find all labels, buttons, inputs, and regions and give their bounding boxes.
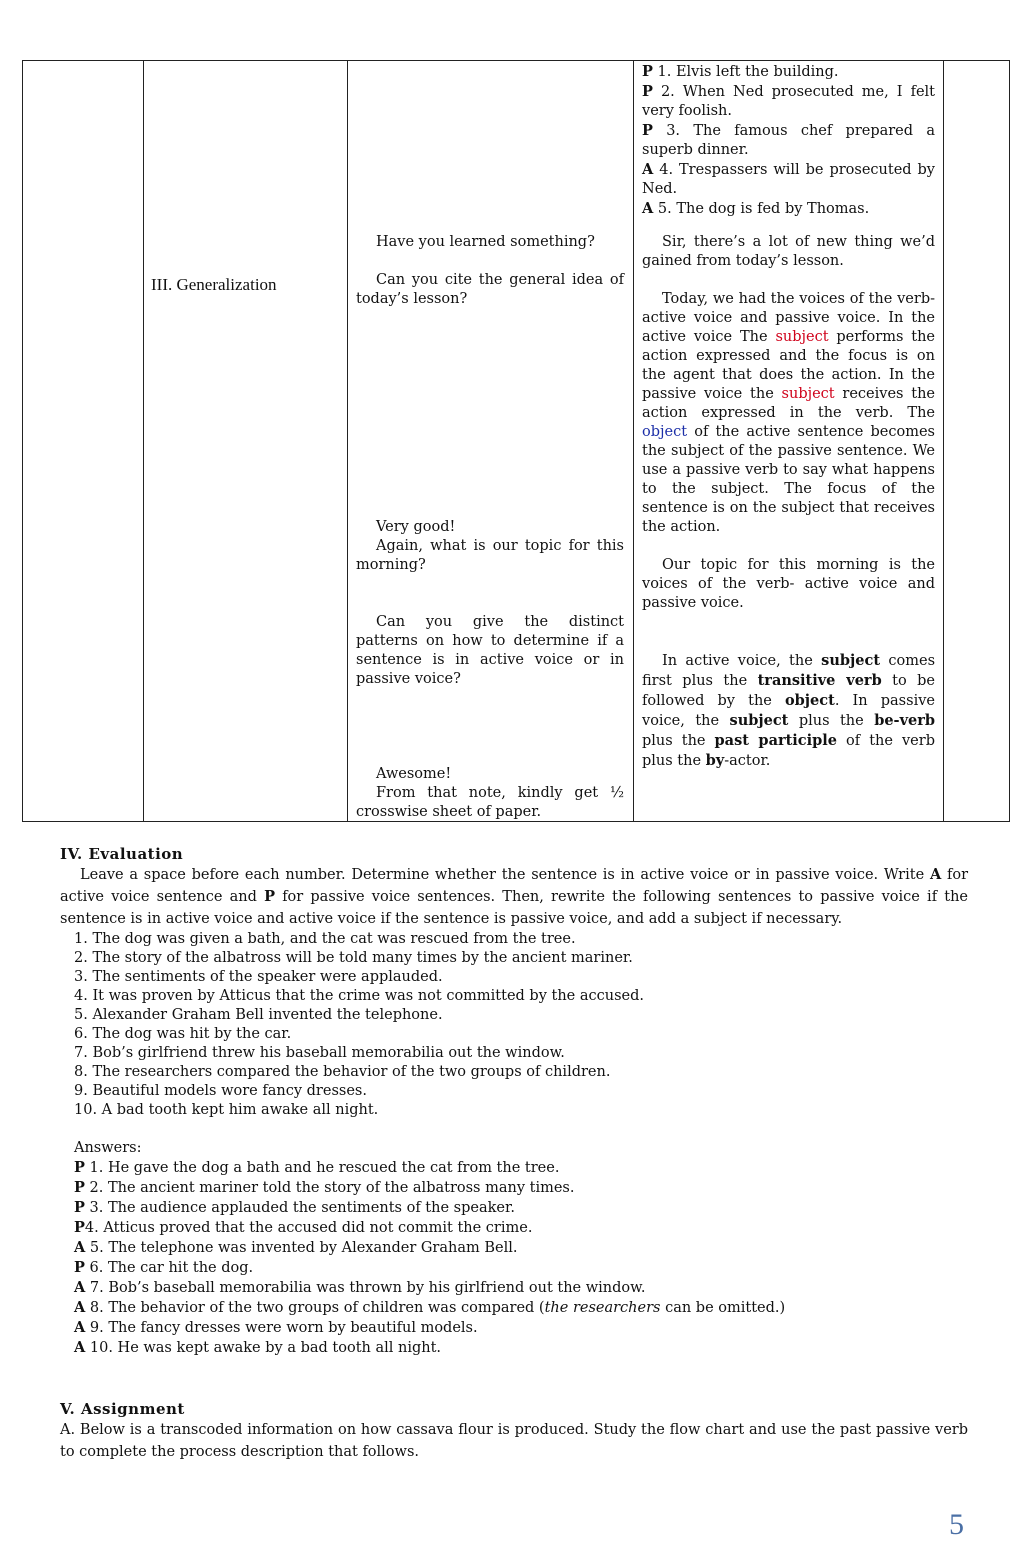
list-item: 5. Alexander Graham Bell invented the telephone. (74, 1007, 443, 1023)
table-divider (143, 61, 144, 821)
page-number: 5 (949, 1508, 964, 1541)
list-item: 6. The dog was hit by the car. (74, 1026, 292, 1042)
student-answer: Sir, there’s a lot of new thing we’d gained from today’s lesson. (642, 234, 935, 269)
answer-key-item: P 1. Elvis left the building. (642, 63, 839, 80)
teacher-praise: Awesome! (376, 766, 452, 782)
list-item: P 6. The car hit the dog. (74, 1259, 254, 1276)
section-label-generalization: III. Generalization (151, 275, 277, 294)
list-item: P 1. He gave the dog a bath and he rescued the cat from the tree. (74, 1159, 560, 1176)
answer-key-list (642, 62, 935, 219)
list-item: 10. A bad tooth kept him awake all night. (74, 1102, 379, 1118)
evaluation-answers (60, 1139, 968, 1358)
list-item: A 9. The fancy dresses were worn by beautiful models. (74, 1319, 478, 1336)
list-item: 7. Bob’s girlfriend threw his baseball memorabilia out the window. (74, 1045, 565, 1061)
section-heading: V. Assignment (60, 1400, 185, 1418)
answer-key-item: P 3. The famous chef prepared a superb dinner. (642, 122, 935, 158)
teacher-instruction: From that note, kindly get ½ crosswise sheet of paper. (356, 785, 624, 820)
teacher-question: Have you learned something? (376, 234, 595, 250)
student-answer: In active voice, the subject comes first plus the transitive verb to be followed by the object. In passive voice, the subject plus the be-verb plus the past participle of the verb plus the by-actor. (642, 652, 936, 769)
list-item: 8. The researchers compared the behavior of the two groups of children. (74, 1064, 611, 1080)
list-item: P4. Atticus proved that the accused did not commit the crime. (74, 1219, 533, 1236)
list-item: 1. The dog was given a bath, and the cat was rescued from the tree. (74, 931, 576, 947)
list-item: 2. The story of the albatross will be told many times by the ancient mariner. (74, 950, 633, 966)
student-answer: Our topic for this morning is the voices of the verb- active voice and passive voice. (642, 557, 935, 611)
answer-key-item: P 2. When Ned prosecuted me, I felt very foolish. (642, 83, 935, 119)
list-item: 9. Beautiful models wore fancy dresses. (74, 1083, 367, 1099)
evaluation-section (60, 845, 968, 1358)
answers-label: Answers: (74, 1140, 142, 1156)
list-item: A 10. He was kept awake by a bad tooth all night. (74, 1339, 442, 1356)
answer-key-item: A 4. Trespassers will be prosecuted by Ned. (642, 161, 935, 197)
teacher-praise: Very good! (376, 519, 456, 535)
section-heading: IV. Evaluation (60, 845, 184, 863)
teacher-question: Can you cite the general idea of today’s lesson? (356, 272, 624, 307)
teacher-question: Can you give the distinct patterns on how to determine if a sentence is in active voice or in passive voice? (356, 614, 624, 687)
table-divider (633, 61, 634, 821)
list-item: P 2. The ancient mariner told the story of the albatross many times. (74, 1179, 575, 1196)
list-item: A 5. The telephone was invented by Alexander Graham Bell. (74, 1239, 518, 1256)
assignment-section (60, 1400, 968, 1463)
student-answer: Today, we had the voices of the verb- active voice and passive voice. In the active voice The subject performs the action expressed and the focus is on the agent that does the action. In the passive voice the subject receives the action expressed in the verb. The object of the active sentence becomes the subject of the passive sentence. We use a passive verb to say what happens to the subject. The focus of the sentence is on the subject that receives the action. (642, 291, 936, 535)
teacher-question: Again, what is our topic for this morning? (356, 538, 624, 573)
assignment-text: A. Below is a transcoded information on how cassava flour is produced. Study the flow chart and use the past passive verb to complete the process description that follows. (60, 1422, 968, 1460)
list-item: 3. The sentiments of the speaker were applauded. (74, 969, 443, 985)
list-item: A 7. Bob’s baseball memorabilia was thrown by his girlfriend out the window. (74, 1279, 646, 1296)
answer-key-item: A 5. The dog is fed by Thomas. (642, 200, 870, 217)
table-divider (943, 61, 944, 821)
table-divider (347, 61, 348, 821)
lesson-table (22, 60, 1010, 822)
list-item: P 3. The audience applauded the sentiments of the speaker. (74, 1199, 515, 1216)
list-item: A 8. The behavior of the two groups of children was compared (the researchers can be omitted.) (74, 1299, 786, 1316)
evaluation-instructions: Leave a space before each number. Determine whether the sentence is in active voice or in passive voice. Write A for active voice sentence and P for passive voice sentences. Then, rewrite the following sentences to passive voice if the sentence is in active voice and active voice if the sentence is passive voice, and add a subject if necessary. (60, 866, 968, 927)
evaluation-items (60, 930, 968, 1120)
list-item: 4. It was proven by Atticus that the crime was not committed by the accused. (74, 988, 645, 1004)
